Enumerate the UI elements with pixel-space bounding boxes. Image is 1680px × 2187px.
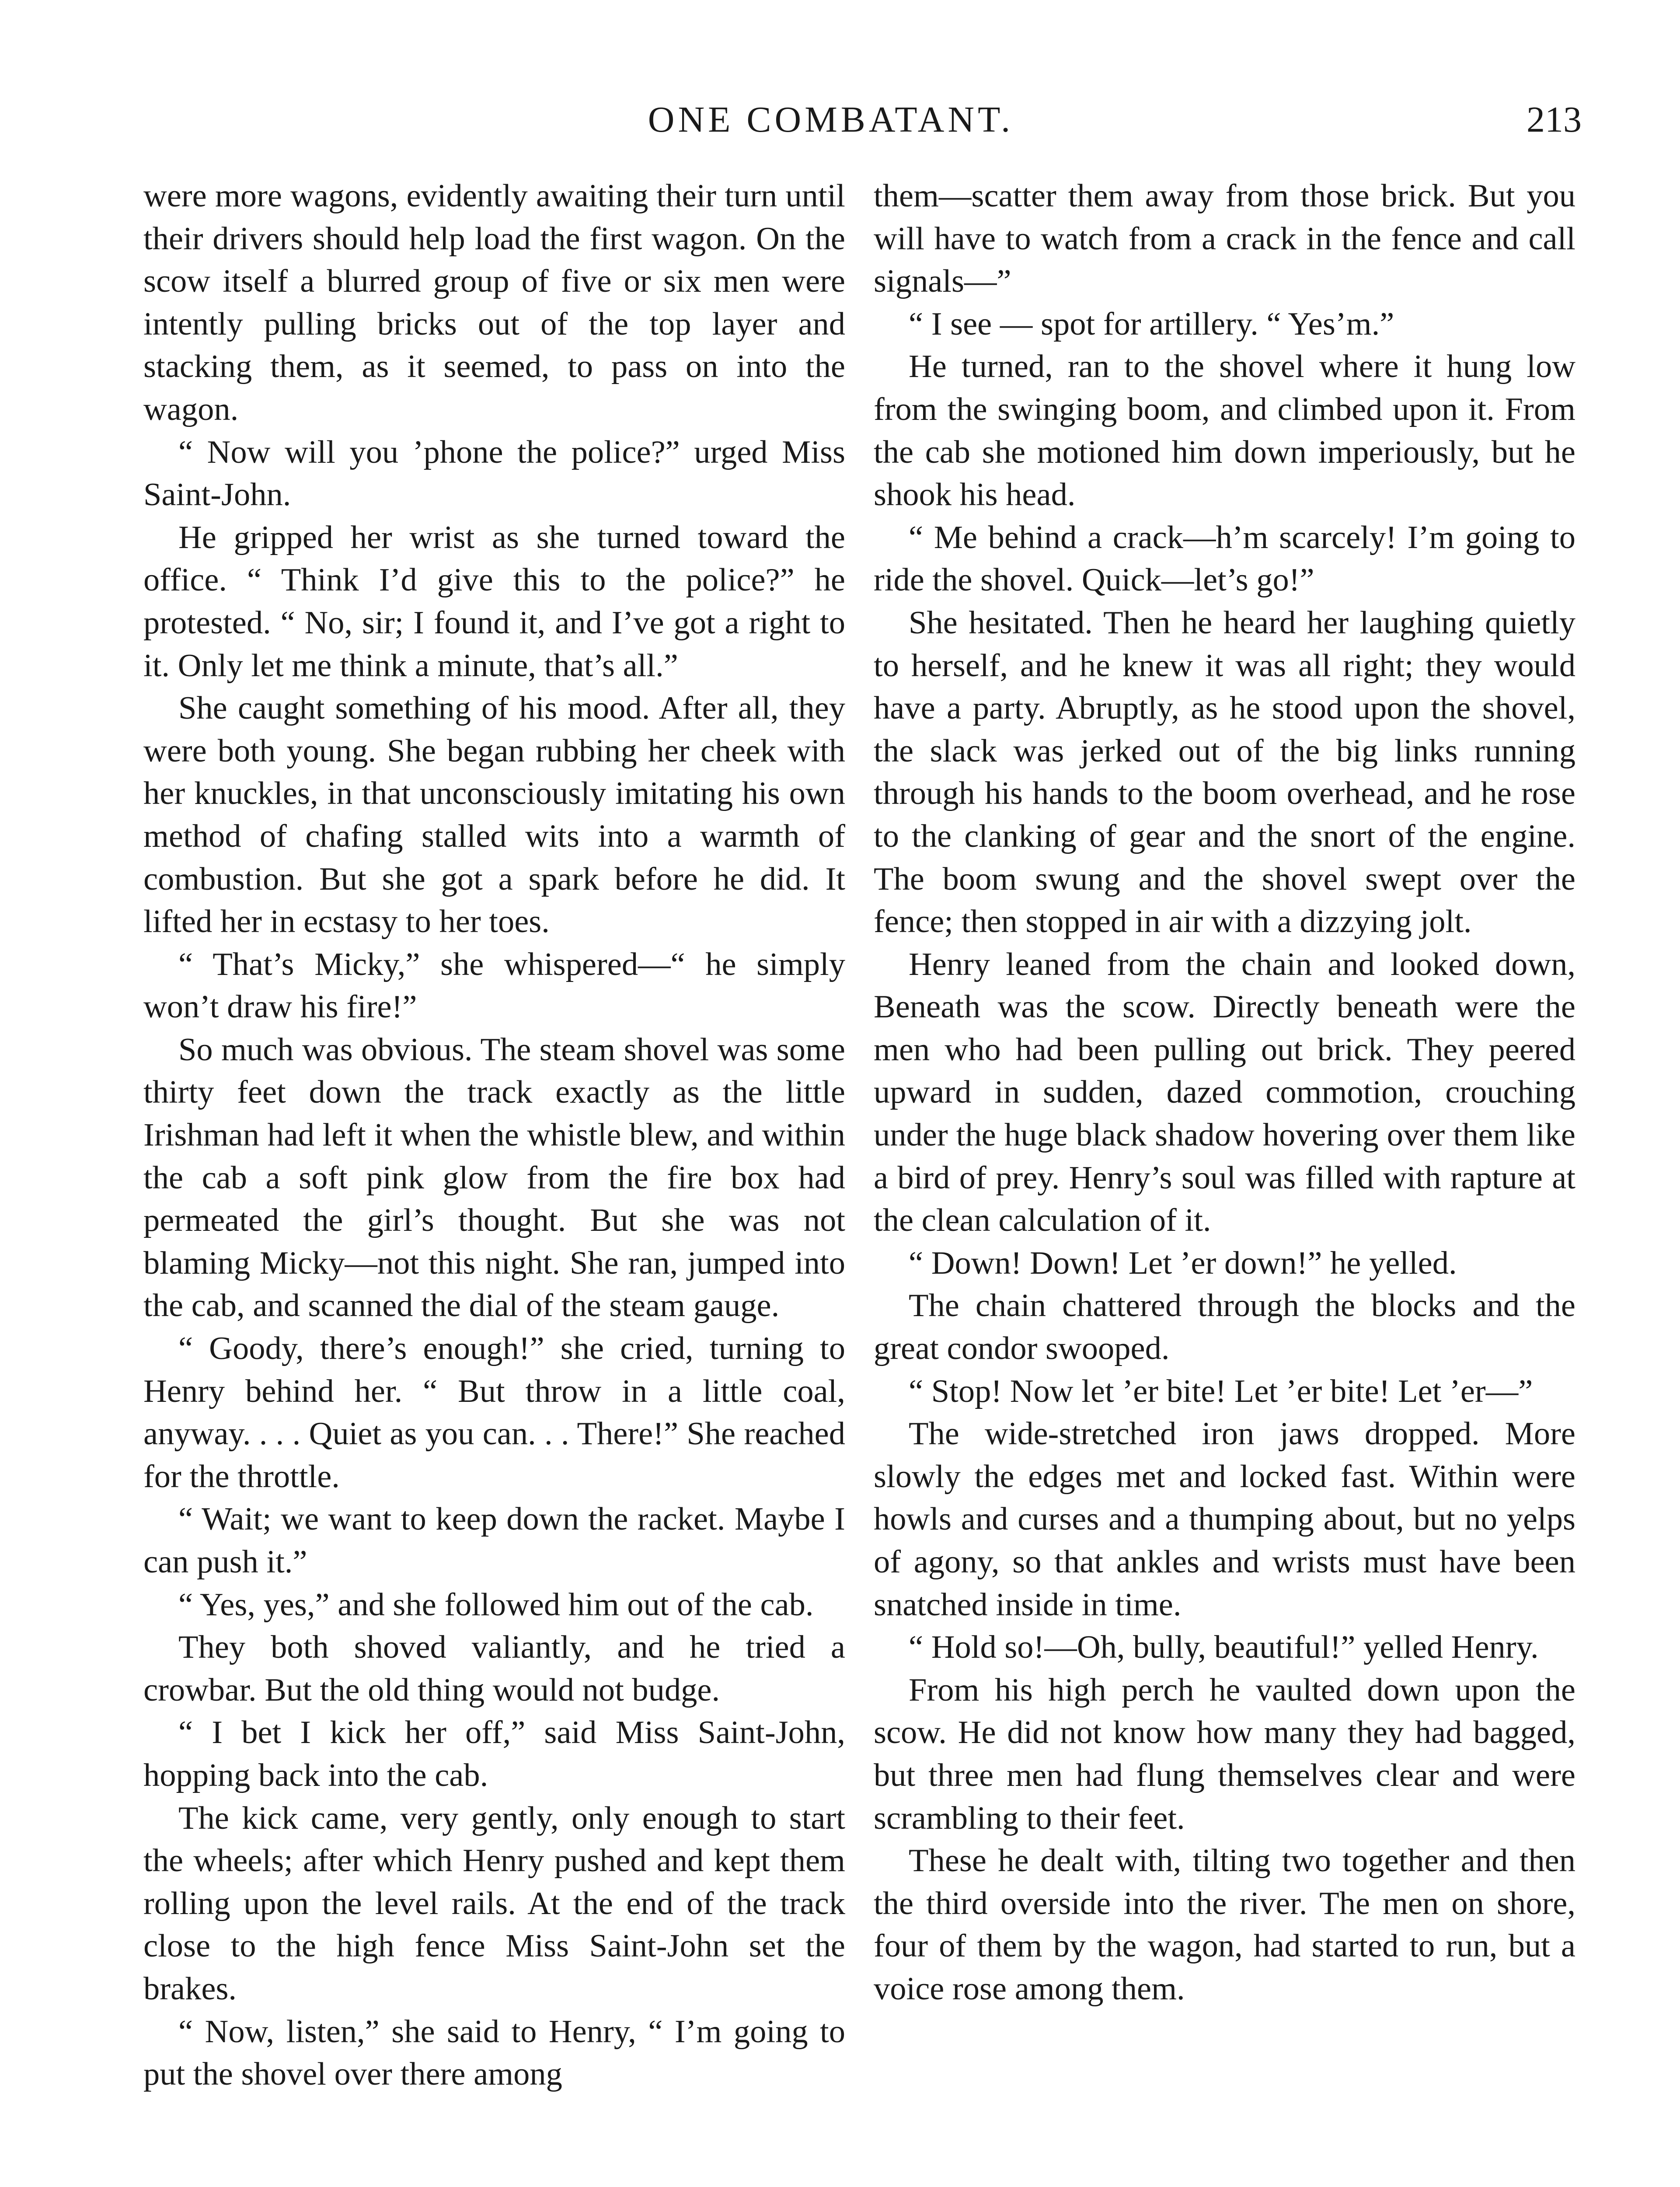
- paragraph: “ Now, listen,” she said to Henry, “ I’m going to put the shovel over there among: [143, 2013, 845, 2093]
- paragraph: The wide-stretched iron jaws dropped. More slowly the edges met and locked fast. Within were howls and curses and a thumping about, but no yelps of agony, so that ankles and wrists must have been snatched inside in time.: [874, 1416, 1575, 1623]
- paragraph: Henry leaned from the chain and looked down, Beneath was the scow. Directly beneath were the men who had been pulling out brick. They peered upward in sudden, dazed commotion, crouching under the huge black shadow hovering over them like a bird of prey. Henry’s soul was filled with rapture at the clean calculation of it.: [874, 946, 1575, 1239]
- paragraph: “ Down! Down! Let ’er down!” he yelled.: [909, 1245, 1457, 1281]
- paragraph: them—scatter them away from those brick. But you will have to watch from a crack in the fence and call signals—”: [874, 178, 1575, 300]
- right-column: [874, 175, 1575, 2011]
- page-number: 213: [1527, 99, 1582, 140]
- paragraph: He gripped her wrist as she turned toward the office. “ Think I’d give this to the police?” he protested. “ No, sir; I found it, and I’ve got a right to it. Only let me think a minute, that’s all.”: [143, 519, 845, 684]
- page-header: [0, 98, 1680, 155]
- paragraph: “ That’s Micky,” she whispered—“ he simply won’t draw his fire!”: [143, 946, 845, 1025]
- paragraph: “ Now will you ’phone the police?” urged Miss Saint-John.: [143, 434, 845, 513]
- paragraph: were more wagons, evidently awaiting their turn until their drivers should help load the first wagon. On the scow itself a blurred group of five or six men were intently pulling bricks out of the top layer and stacking them, as it seemed, to pass on into the wagon.: [143, 178, 845, 427]
- paragraph: “ Yes, yes,” and she followed him out of the cab.: [178, 1586, 814, 1623]
- paragraph: The kick came, very gently, only enough to start the wheels; after which Henry pushed and kept them rolling upon the level rails. At the end of the track close to the high fence Miss Saint-John set the brakes.: [143, 1800, 845, 2007]
- running-title: ONE COMBATANT.: [648, 99, 1014, 140]
- paragraph: “ Hold so!—Oh, bully, beautiful!” yelled Henry.: [909, 1629, 1539, 1666]
- paragraph: “ I see — spot for artillery. “ Yes’m.”: [909, 306, 1394, 342]
- paragraph: He turned, ran to the shovel where it hung low from the swinging boom, and climbed upon it. From the cab she motioned him down imperiously, but he shook his head.: [874, 349, 1575, 513]
- paragraph: “ I bet I kick her off,” said Miss Saint-John, hopping back into the cab.: [143, 1715, 845, 1793]
- paragraph: She hesitated. Then he heard her laughing quietly to herself, and he knew it was all right; they would have a party. Abruptly, as he stood upon the shovel, the slack was jerked out of the big links running through his hands to the boom overhead, and he rose to the clanking of gear and the snort of the engine. The boom swung and the shovel swept over the fence; then stopped in air with a dizzying jolt.: [874, 604, 1575, 940]
- paragraph: “ Stop! Now let ’er bite! Let ’er bite! Let ’er—”: [909, 1373, 1533, 1409]
- paragraph: From his high perch he vaulted down upon the scow. He did not know how many they had bagged, but three men had flung themselves clear and were scrambling to their feet.: [874, 1672, 1575, 1836]
- paragraph: “ Goody, there’s enough!” she cried, turning to Henry behind her. “ But throw in a little coal, anyway. . . . Quiet as you can. . . There!” She reached for the throttle.: [143, 1331, 845, 1495]
- left-column: [143, 175, 845, 2096]
- paragraph: The chain chattered through the blocks and the great condor swooped.: [874, 1288, 1575, 1367]
- paragraph: She caught something of his mood. After all, they were both young. She began rubbing her cheek with her knuckles, in that unconsciously imitating his own method of chafing stalled wits into a warmth of combustion. But she got a spark before he did. It lifted her in ecstasy to her toes.: [143, 690, 845, 940]
- paragraph: These he dealt with, tilting two together and then the third overside into the river. The men on shore, four of them by the wagon, had started to run, but a voice rose among them.: [874, 1843, 1575, 2007]
- paragraph: “ Me behind a crack—h’m scarcely! I’m going to ride the shovel. Quick—let’s go!”: [874, 519, 1575, 598]
- paragraph: So much was obvious. The steam shovel was some thirty feet down the track exactly as the little Irishman had left it when the whistle blew, and within the cab a soft pink glow from the fire box had permeated the girl’s thought. But she was not blaming Micky—not this night. She ran, jumped into the cab, and scanned the dial of the steam gauge.: [143, 1031, 845, 1324]
- paragraph: “ Wait; we want to keep down the racket. Maybe I can push it.”: [143, 1501, 845, 1580]
- paragraph: They both shoved valiantly, and he tried a crowbar. But the old thing would not budge.: [143, 1629, 845, 1708]
